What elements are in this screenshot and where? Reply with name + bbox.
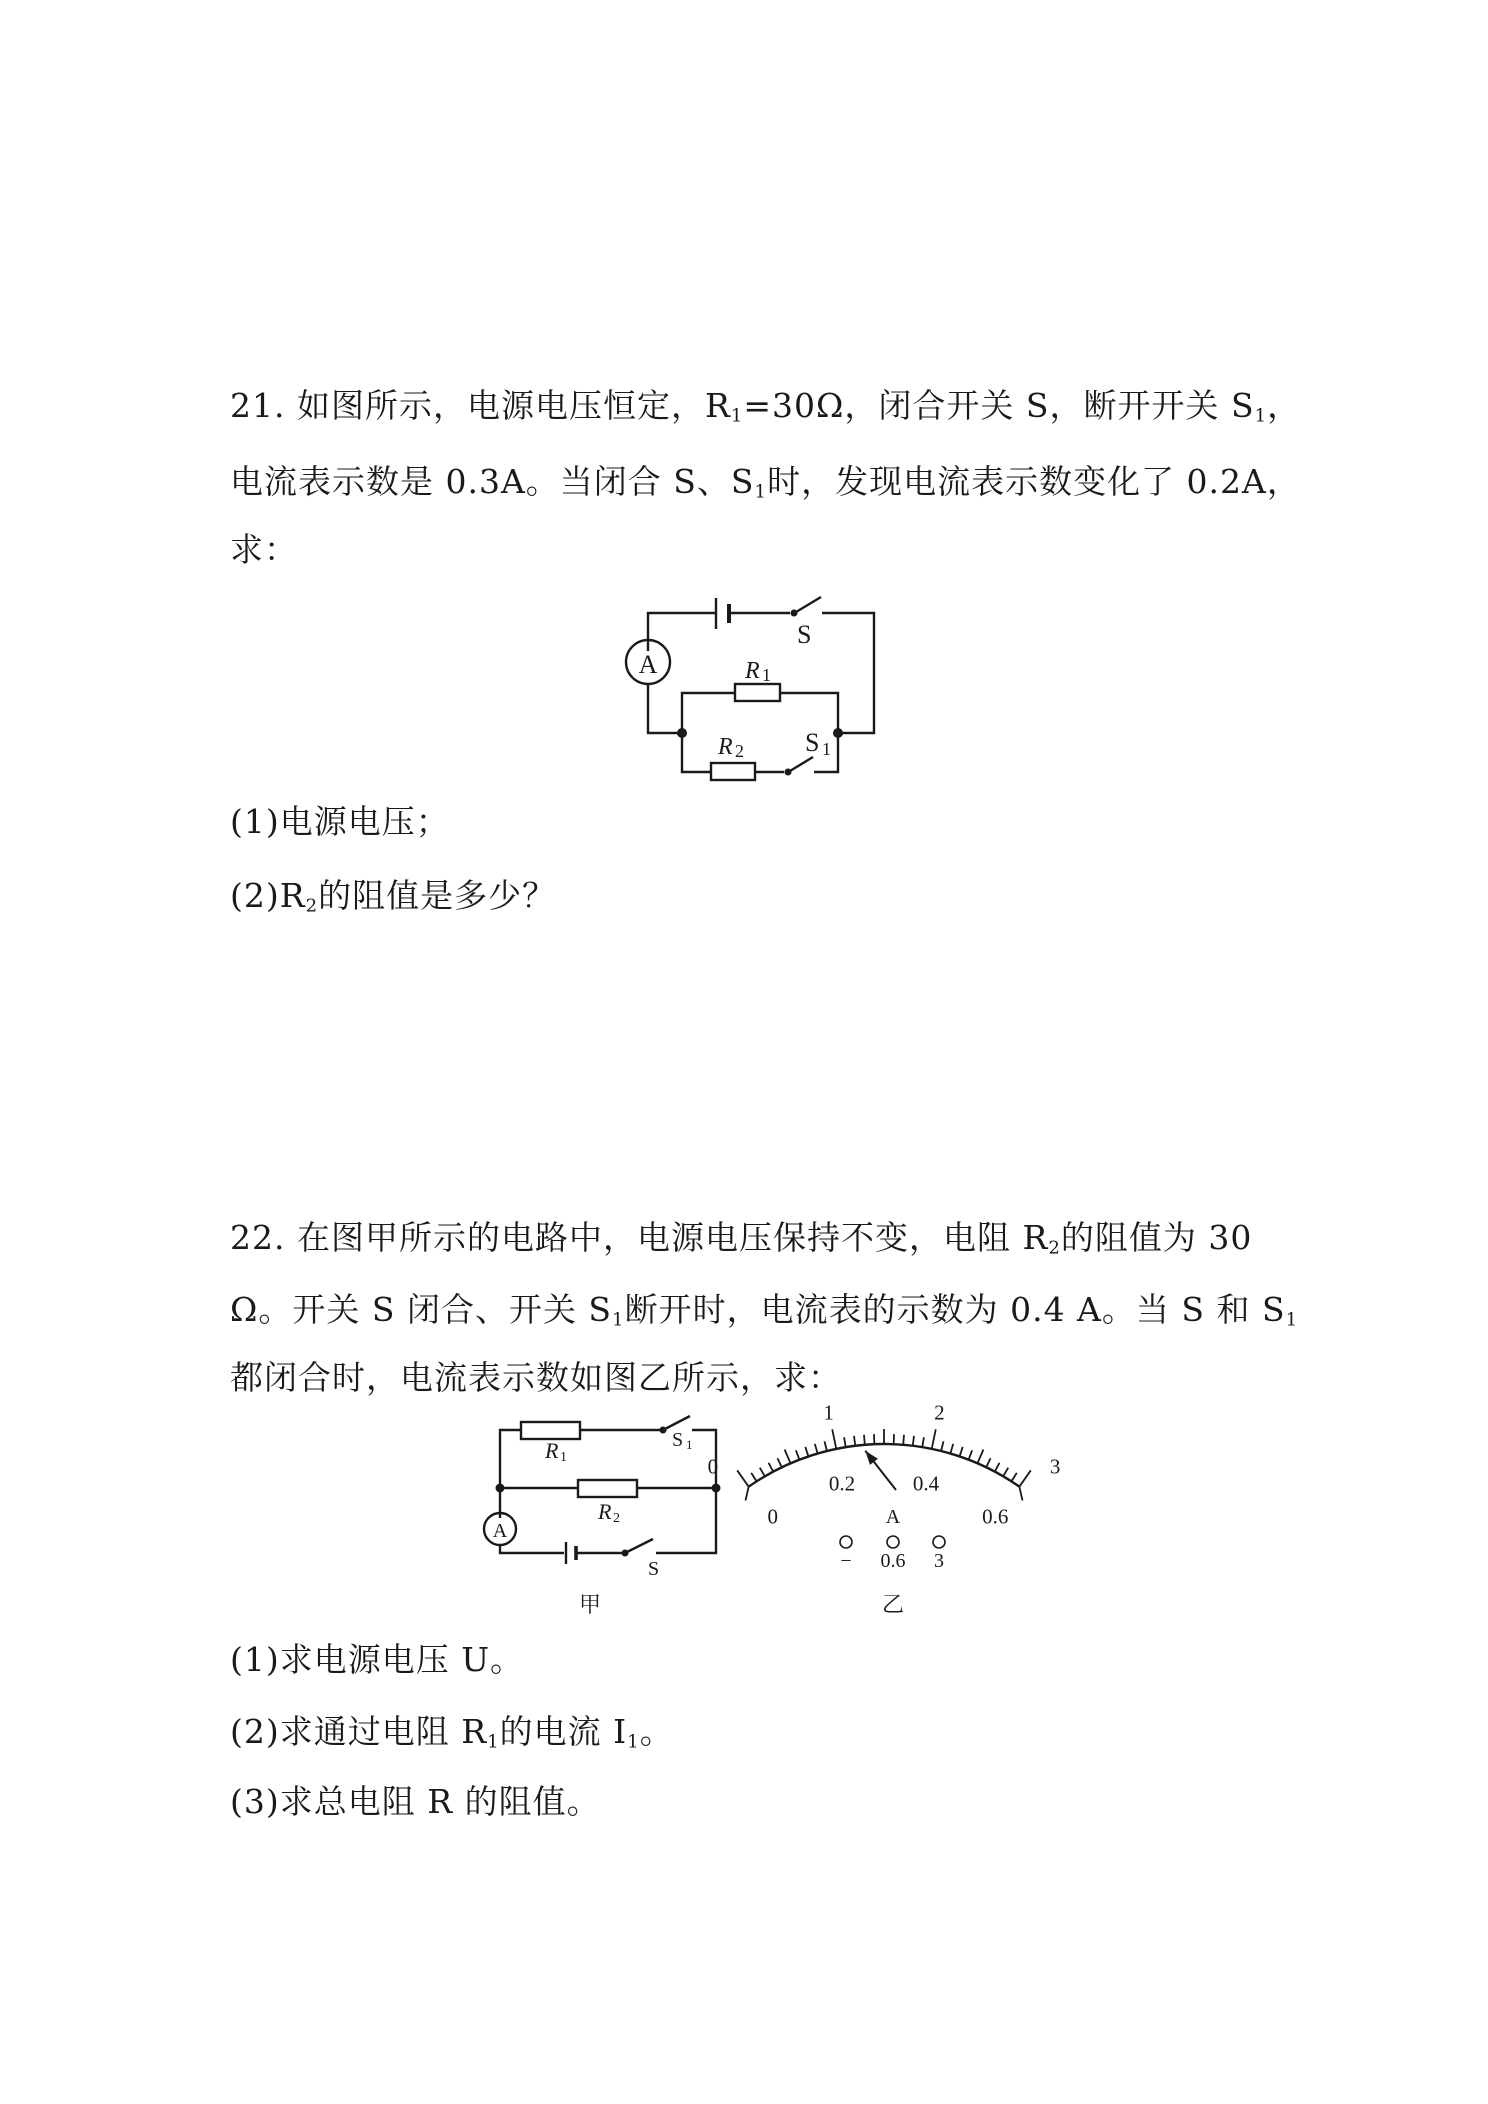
dial-lower-label: 0.2: [828, 1471, 856, 1496]
terminal-0.6: [887, 1536, 899, 1548]
svg-text:1: 1: [822, 739, 831, 759]
dial-upper-label: 1: [823, 1400, 834, 1425]
dial-tick: [969, 1450, 973, 1459]
svg-text:S: S: [805, 728, 820, 757]
dial-tick: [977, 1450, 983, 1464]
svg-text:乙: 乙: [881, 1592, 905, 1617]
dial-upper-label: 0: [707, 1454, 719, 1479]
dial-tick: [777, 1458, 781, 1467]
dial-upper-label: 2: [934, 1400, 945, 1425]
dial-tick: [1011, 1473, 1016, 1481]
resistor-r1-jia: [521, 1422, 580, 1439]
q21-line-2: 电流表示数是 0.3A。当闭合 S、$S_1$时，发现电流表示数变化了 0.2A，: [230, 462, 1301, 503]
dial-tick: [864, 1435, 865, 1445]
dial-tick: [854, 1436, 855, 1446]
meter-needle-head: [865, 1451, 878, 1465]
dial-tick: [950, 1444, 953, 1454]
q22-sub-question-2: (2)求通过电阻 $R_1$的电流 $I_1$。: [230, 1712, 674, 1753]
dial-tick: [769, 1463, 774, 1472]
dial-tick: [832, 1429, 836, 1449]
resistor-r2-jia: [578, 1480, 637, 1497]
dial-lower-label: 0.4: [912, 1471, 940, 1496]
svg-text:A: A: [492, 1520, 508, 1542]
dial-lower-label: 0: [767, 1504, 778, 1529]
terminal-label-0.6: 0.6: [880, 1550, 906, 1572]
terminal-negative: [840, 1536, 852, 1548]
svg-text:甲: 甲: [578, 1592, 602, 1617]
dial-tick: [1019, 1470, 1030, 1486]
dial-tick: [913, 1436, 914, 1446]
circuit-jia: [484, 1416, 721, 1617]
dial-tick: [922, 1437, 924, 1447]
q21-sub-question-2: $(2)R_2$的阻值是多少？: [230, 876, 557, 917]
q22-line-1: 22. 在图甲所示的电路中，电源电压保持不变，电阻 $R_2$的阻值为 30: [230, 1218, 1253, 1259]
q22-line-2: Ω。开关 S 闭合、开关 $S_1$断开时，电流表的示数为 0.4 A。当 S 和 $S_1$: [230, 1290, 1299, 1331]
dial-tick: [796, 1450, 800, 1459]
svg-text:1: 1: [560, 1450, 567, 1465]
meter-unit: A: [885, 1506, 901, 1528]
svg-text:R: R: [718, 734, 733, 760]
svg-text:R: R: [745, 658, 760, 684]
svg-text:2: 2: [613, 1511, 620, 1526]
dial-tick: [737, 1470, 748, 1486]
dial-tick: [932, 1429, 936, 1449]
terminal-3: [933, 1536, 945, 1548]
svg-text:1: 1: [686, 1437, 693, 1452]
svg-text:A: A: [638, 650, 658, 679]
terminal-label-negative: −: [840, 1550, 852, 1572]
q22-line-3: 都闭合时，电流表示数如图乙所示，求：: [230, 1358, 842, 1397]
dial-lower-label: 0.6: [982, 1504, 1009, 1529]
dial-tick: [960, 1447, 963, 1456]
dial-tick: [815, 1444, 818, 1454]
dial-tick: [805, 1447, 808, 1456]
dial-tick: [824, 1441, 826, 1451]
svg-text:R: R: [598, 1499, 612, 1524]
ammeter-dial-yi: [708, 1401, 1061, 1617]
svg-text:S: S: [797, 620, 812, 649]
dial-tick: [751, 1473, 756, 1481]
q21-line-3: 求：: [230, 530, 298, 569]
terminal-label-3: 3: [934, 1550, 944, 1572]
q22-sub-question-3: (3)求总电阻 R 的阻值。: [230, 1782, 601, 1821]
dial-upper-label: 3: [1049, 1454, 1061, 1479]
dial-tick: [986, 1458, 990, 1467]
svg-text:R: R: [545, 1438, 559, 1463]
q22-sub-question-1: (1)求电源电压 U。: [230, 1640, 525, 1679]
dial-tick: [844, 1437, 846, 1447]
dial-tick: [760, 1468, 765, 1477]
dial-tick: [1003, 1468, 1008, 1477]
q21-line-1: 21. 如图所示，电源电压恒定，$R_1=30\Omega$，闭合开关 S，断开开关 $S_1$，: [230, 386, 1302, 427]
q21-sub-question-1: (1)电源电压；: [230, 802, 450, 841]
dial-end-hook: [1019, 1487, 1022, 1501]
svg-text:S: S: [672, 1429, 684, 1451]
dial-tick: [785, 1450, 791, 1464]
dial-tick: [903, 1435, 904, 1445]
svg-text:1: 1: [762, 665, 771, 685]
dial-tick: [995, 1463, 1000, 1472]
dial-end-hook: [746, 1487, 749, 1501]
dial-tick: [941, 1441, 943, 1451]
svg-text:S: S: [648, 1558, 660, 1580]
svg-text:2: 2: [735, 741, 744, 761]
